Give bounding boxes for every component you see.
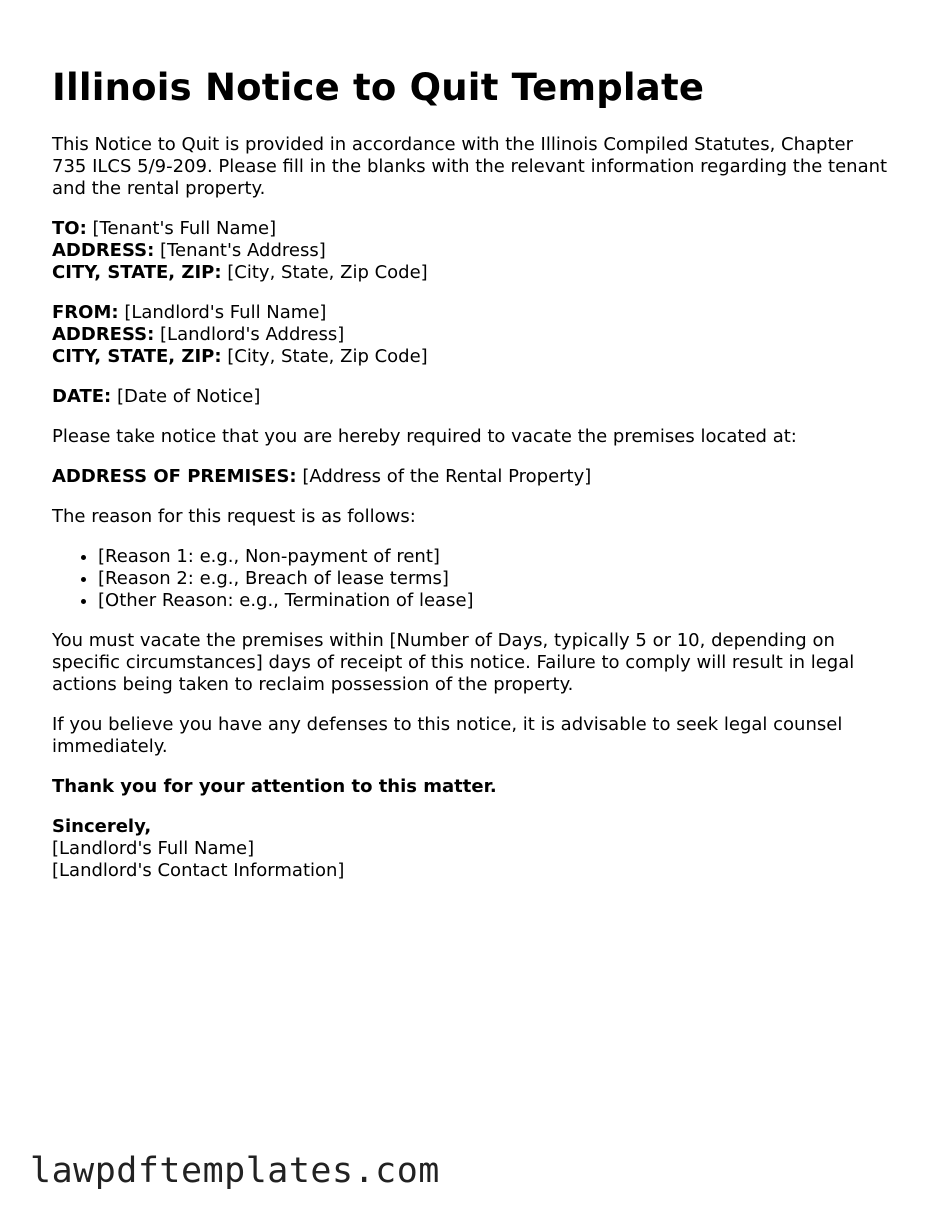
sincerely-line	[52, 816, 892, 838]
from-csz-line	[52, 346, 892, 368]
to-csz-value: [City, State, Zip Code]	[227, 262, 428, 283]
from-block	[52, 302, 892, 368]
to-value: [Tenant's Full Name]	[92, 218, 277, 239]
reason-list	[52, 546, 892, 612]
closing-name: [Landlord's Full Name]	[52, 838, 255, 859]
premises-block	[52, 466, 892, 488]
to-block	[52, 218, 892, 284]
from-value: [Landlord's Full Name]	[124, 302, 327, 323]
date-label: DATE:	[52, 386, 112, 407]
date-value: [Date of Notice]	[116, 386, 261, 407]
from-line	[52, 302, 892, 324]
closing-block	[52, 816, 892, 882]
vacate-paragraph: You must vacate the premises within [Number of Days, typically 5 or 10, depending on specific circumstances] days of receipt of this notice. Failure to comply will result in legal actions being taken to reclaim possession of the property.	[52, 630, 855, 695]
reason-item: • [Other Reason: e.g., Termination of lease]	[98, 590, 892, 612]
premises-label: ADDRESS OF PREMISES:	[52, 466, 297, 487]
document-page	[52, 62, 892, 900]
reason-item: • [Reason 2: e.g., Breach of lease terms]	[98, 568, 892, 590]
from-address-line	[52, 324, 892, 346]
site-watermark: lawpdftemplates.com	[30, 1151, 440, 1191]
intro-paragraph: This Notice to Quit is provided in accordance with the Illinois Compiled Statutes, Chapter 735 ILCS 5/9-209. Please fill in the blanks with the relevant information regarding the tenant and the rental property.	[52, 134, 888, 199]
thanks-text: Thank you for your attention to this matter.	[52, 776, 497, 797]
from-csz-value: [City, State, Zip Code]	[227, 346, 428, 367]
closing-contact: [Landlord's Contact Information]	[52, 860, 345, 881]
page-title: Illinois Notice to Quit Template	[52, 66, 705, 109]
to-label: TO:	[52, 218, 87, 239]
reason-intro: The reason for this request is as follows:	[52, 506, 416, 527]
premises-value: [Address of the Rental Property]	[302, 466, 592, 487]
defense-paragraph: If you believe you have any defenses to this notice, it is advisable to seek legal counsel immediately.	[52, 714, 843, 757]
to-address-label: ADDRESS:	[52, 240, 155, 261]
to-address-value: [Tenant's Address]	[160, 240, 326, 261]
date-block	[52, 386, 892, 408]
to-line	[52, 218, 892, 240]
notice-line: Please take notice that you are hereby required to vacate the premises located at:	[52, 426, 797, 447]
from-label: FROM:	[52, 302, 119, 323]
from-address-label: ADDRESS:	[52, 324, 155, 345]
from-address-value: [Landlord's Address]	[160, 324, 345, 345]
date-line	[52, 386, 892, 408]
reason-item: • [Reason 1: e.g., Non-payment of rent]	[98, 546, 892, 568]
sincerely-text: Sincerely,	[52, 816, 152, 837]
to-address-line	[52, 240, 892, 262]
premises-line	[52, 466, 892, 488]
to-csz-line	[52, 262, 892, 284]
thanks-line	[52, 776, 892, 798]
from-csz-label: CITY, STATE, ZIP:	[52, 346, 222, 367]
to-csz-label: CITY, STATE, ZIP:	[52, 262, 222, 283]
